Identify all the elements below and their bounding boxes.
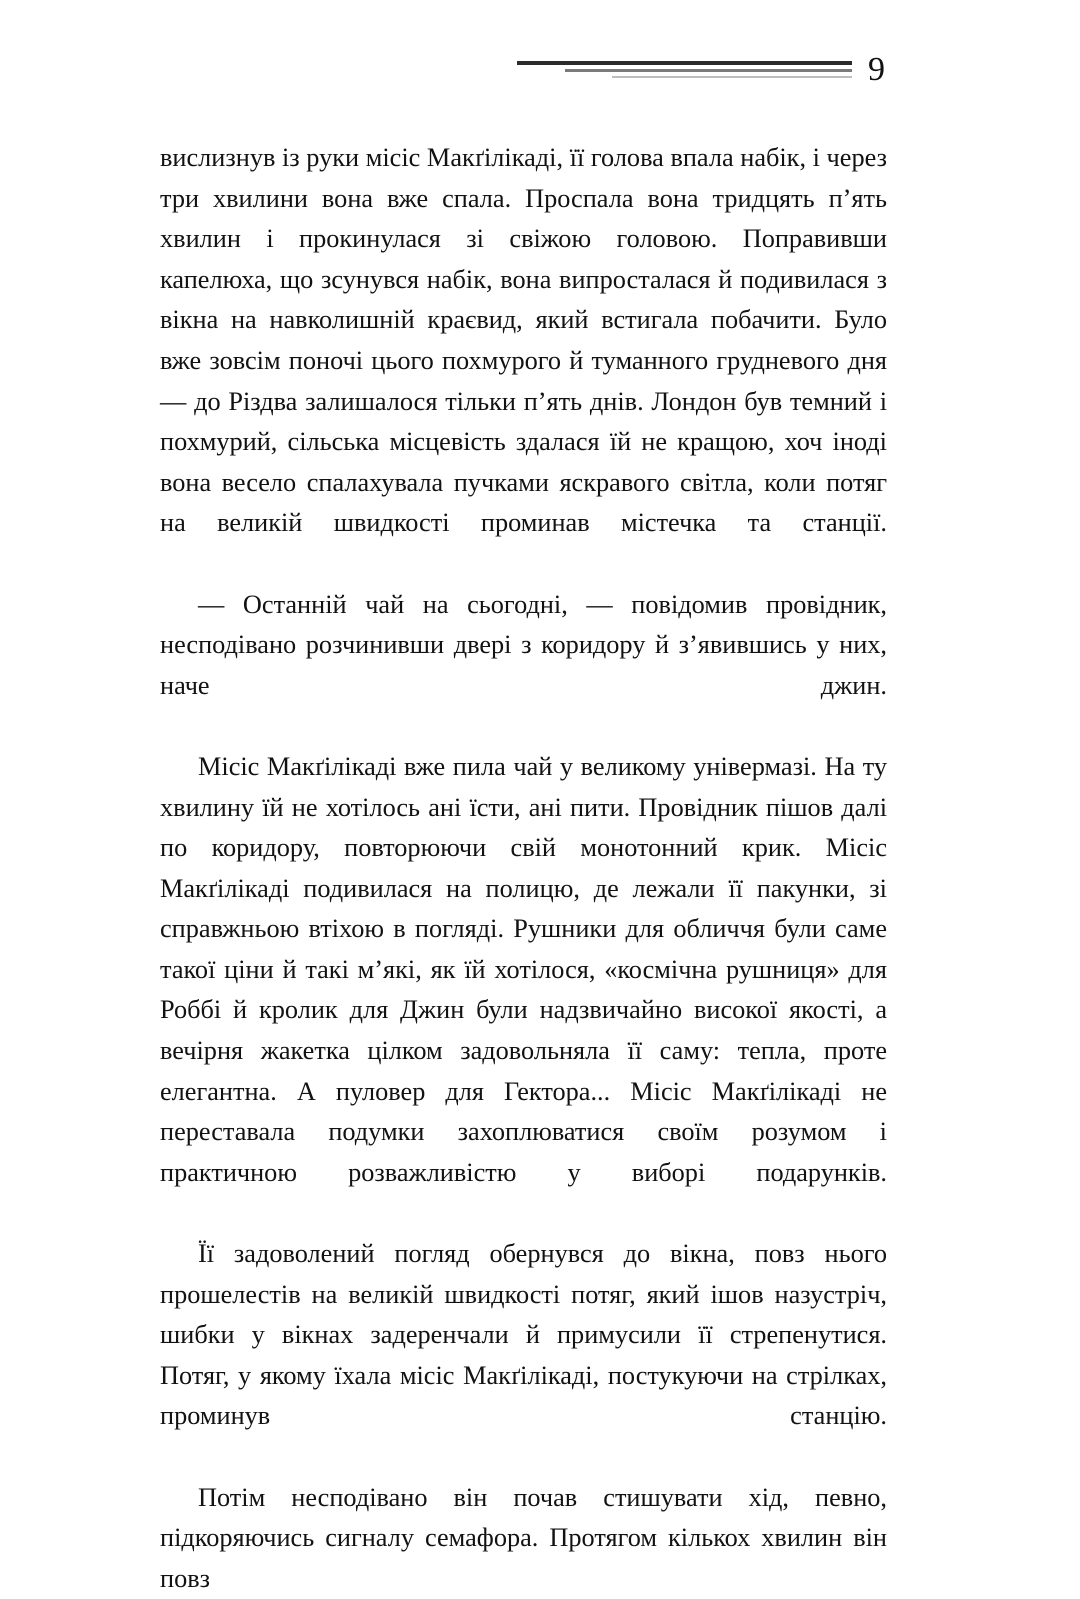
running-head xyxy=(160,48,885,92)
paragraph: вислизнув із руки місіс Макґілікаді, її голова впала набік, і через три хвилини вона вже спала. Проспала вона тридцять п’ять хвилин і прокинулася зі свіжою головою. Поправивши капелюха, що зсунувся набік, вона випросталася й подивилася з вікна на навколишній краєвид, який встигала побачити. Було вже зовсім поночі цього похмурого й туманного грудневого дня — до Різдва залишалося тільки п’ять днів. Лондон був темний і похмурий, сільська місцевість здалася їй не кращою, хоч іноді вона весело спалахувала пучками яскравого світла, коли потяг на великій швидкості проминав містечка та станції. xyxy=(160,143,887,538)
page-number: 9 xyxy=(868,51,885,88)
paragraph: Місіс Макґілікаді вже пила чай у великому універмазі. На ту хвилину їй не хотілось ані їсти, ані пити. Провідник пішов далі по коридору, повторюючи свій монотонний крик. Місіс Макґілікаді подивилася на полицю, де лежали її пакунки, зі справжньою втіхою в погляді. Рушники для обличчя були саме такої ціни й такі м’які, як їй хотілося, «космічна рушниця» для Роббі й кролик для Джин були надзвичайно високої якості, а вечірня жакетка цілком задовольняла її саму: тепла, проте елегантна. А пуловер для Гектора... Місіс Макґілікаді не переставала подумки захоплюватися своїм розумом і практичною розважливістю у виборі подарунків. xyxy=(160,751,887,1187)
ornament-rule-1 xyxy=(517,61,852,65)
body-text xyxy=(160,138,887,1599)
triple-rule-ornament xyxy=(517,56,852,82)
ornament-rule-3 xyxy=(612,76,852,78)
paragraph: — Останній чай на сьогодні, — повідомив провідник, несподівано розчинивши двері з коридору й з’явившись у них, наче джин. xyxy=(160,589,887,700)
paragraph: Її задоволений погляд обернувся до вікна, повз нього прошелестів на великій швидкості потяг, який ішов назустріч, шибки у вікнах задеренчали й примусили її стрепенутися. Потяг, у якому їхала місіс Макґілікаді, постукуючи на стрілках, проминув станцію. xyxy=(160,1239,887,1431)
paragraph: Потім несподівано він почав стишувати хід, певно, підкоряючись сигналу семафора. Протягом кількох хвилин він повз xyxy=(160,1482,887,1593)
ornament-rule-2 xyxy=(565,69,852,72)
